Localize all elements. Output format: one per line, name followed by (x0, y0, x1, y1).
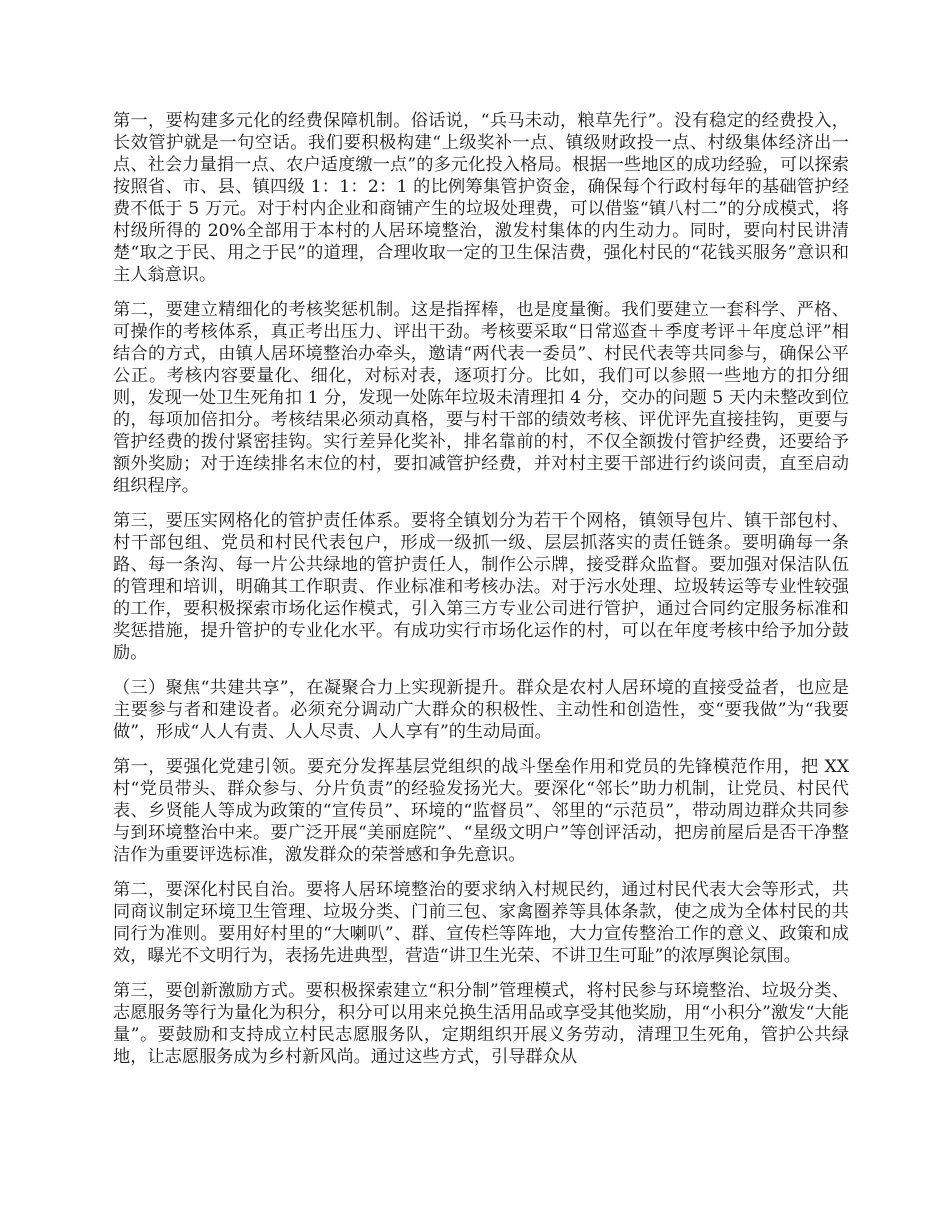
paragraph-grid-responsibility: 第三，要压实网格化的管护责任体系。要将全镇划分为若干个网格，镇领导包片、镇干部包村、村干部包组、党员和村民代表包户，形成一级抓一级、层层抓落实的责任链条。要明确每一条路、每一条沟、每一片公共绿地的管护责任人，制作公示牌，接受群众监督。要加强对保洁队伍的管理和培训，明确其工作职责、作业标准和考核办法。对于污水处理、垃圾转运等专业性较强的工作，要积极探索市场化运作模式，引入第三方专业公司进行管护，通过合同约定服务标准和奖惩措施，提升管护的专业化水平。有成功实行市场化运作的村，可以在年度考核中给予加分鼓励。 (113, 511, 849, 663)
paragraph-villager-autonomy: 第二，要深化村民自治。要将人居环境整治的要求纳入村规民约，通过村民代表大会等形式，共同商议制定环境卫生管理、垃圾分类、门前三包、家禽圈养等具体条款，使之成为全体村民的共同行为准则。要用好村里的“大喇叭”、群、宣传栏等阵地，大力宣传整治工作的意义、政策和成效，曝光不文明行为，表扬先进典型，营造“讲卫生光荣、不讲卫生可耻”的浓厚舆论氛围。 (113, 880, 849, 966)
document-page (113, 110, 849, 1081)
paragraph-incentive-methods: 第三，要创新激励方式。要积极探索建立“积分制”管理模式，将村民参与环境整治、垃圾分类、志愿服务等行为量化为积分，积分可以用来兑换生活用品或享受其他奖励，用“小积分”激发“大能量”。要鼓励和支持成立村民志愿服务队，定期组织开展义务劳动，清理卫生死角，管护公共绿地，让志愿服务成为乡村新风尚。通过这些方式，引导群众从 (113, 981, 849, 1067)
paragraph-assessment-mechanism: 第二，要建立精细化的考核奖惩机制。这是指挥棒，也是度量衡。我们要建立一套科学、严格、可操作的考核体系，真正考出压力、评出干劲。考核要采取“日常巡查＋季度考评＋年度总评”相结合的方式，由镇人居环境整治办牵头，邀请“两代表一委员”、村民代表等共同参与，确保公平公正。考核内容要量化、细化，对标对表，逐项打分。比如，我们可以参照一些地方的扣分细则，发现一处卫生死角扣 1 分，发现一处陈年垃圾未清理扣 4 分，交办的问题 5 天内未整改到位的，每项加倍扣分。考核结果必须动真格，要与村干部的绩效考核、评优评先直接挂钩，更要与管护经费的拨付紧密挂钩。实行差异化奖补，排名靠前的村，不仅全额拨付管护经费，还要给予额外奖励；对于连续排名末位的村，要扣减管护经费，并对村主要干部进行约谈问责，直至启动组织程序。 (113, 300, 849, 496)
paragraph-party-leadership: 第一，要强化党建引领。要充分发挥基层党组织的战斗堡垒作用和党员的先锋模范作用，把 XX 村“党员带头、群众参与、分片负责”的经验发扬光大。要深化“邻长”助力机制，让党员、村民代表、乡贤能人等成为政策的“宣传员”、环境的“监督员”、邻里的“示范员”，带动周边群众共同参与到环境整治中来。要广泛开展“美丽庭院”、“星级文明户”等创评活动，把房前屋后是否干净整洁作为重要评选标准，激发群众的荣誉感和争先意识。 (113, 757, 849, 865)
paragraph-funding-mechanism: 第一，要构建多元化的经费保障机制。俗话说，“兵马未动，粮草先行”。没有稳定的经费投入，长效管护就是一句空话。我们要积极构建“上级奖补一点、镇级财政投一点、村级集体经济出一点、社会力量捐一点、农户适度缴一点”的多元化投入格局。根据一些地区的成功经验，可以探索按照省、市、县、镇四级 1：1：2：1 的比例筹集管护资金，确保每个行政村每年的基础管护经费不低于 5 万元。对于村内企业和商铺产生的垃圾处理费，可以借鉴“镇八村二”的分成模式，将村级所得的 20%全部用于本村的人居环境整治，激发村集体的内生动力。同时，要向村民讲清楚“取之于民、用之于民”的道理，合理收取一定的卫生保洁费，强化村民的“花钱买服务”意识和主人翁意识。 (113, 111, 849, 285)
paragraph-section-heading-co-build: （三）聚焦“共建共享”，在凝聚合力上实现新提升。群众是农村人居环境的直接受益者，也应是主要参与者和建设者。必须充分调动广大群众的积极性、主动性和创造性，变“要我做”为“我要做”，形成“人人有责、人人尽责、人人享有”的生动局面。 (113, 678, 849, 742)
